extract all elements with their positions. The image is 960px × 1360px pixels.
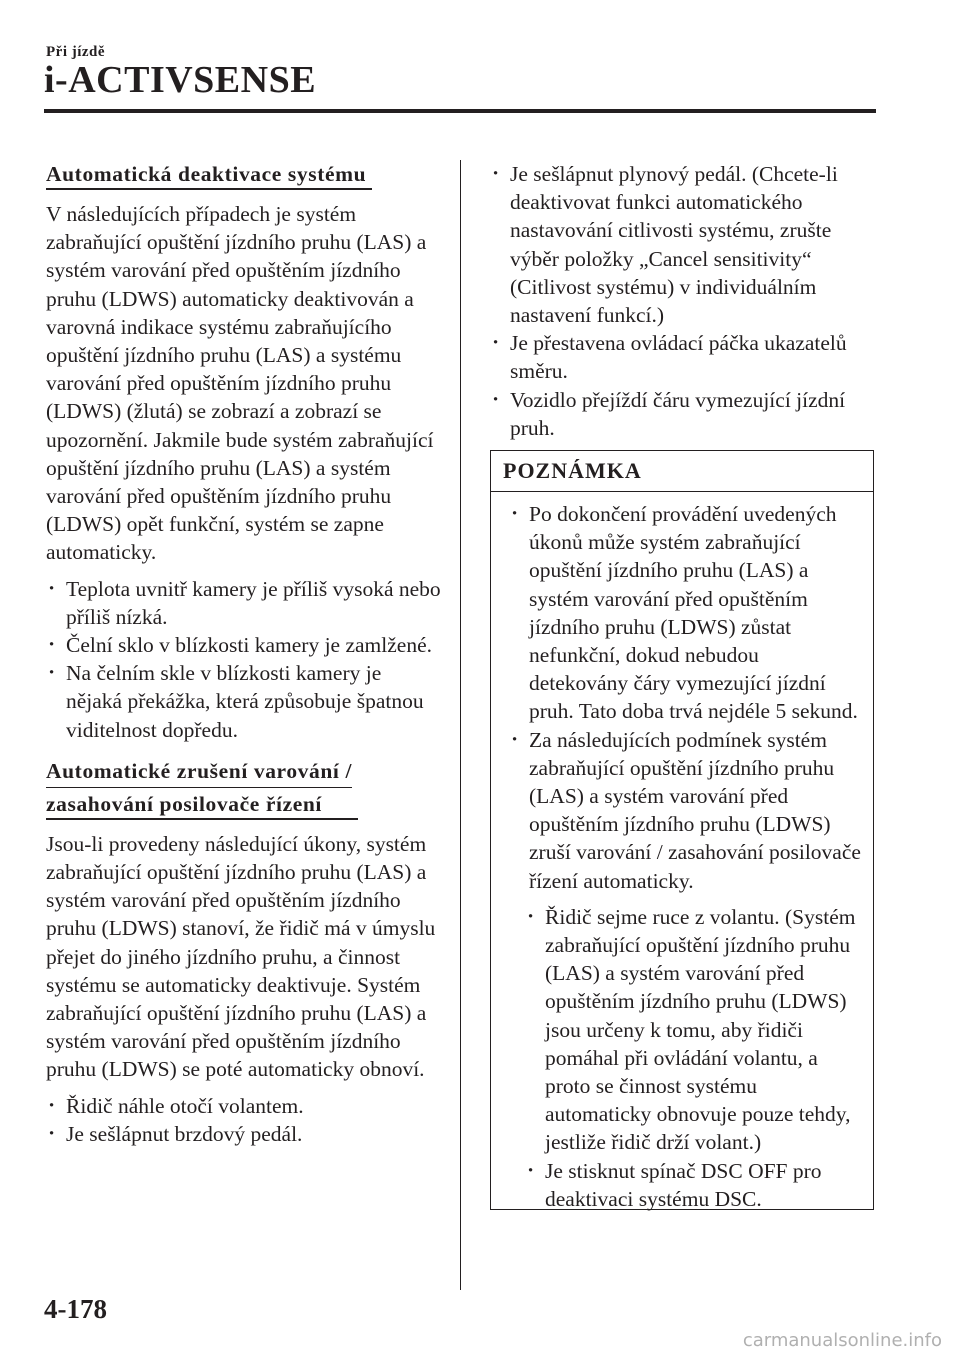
column-divider — [460, 160, 461, 1290]
section-heading-line: Automatické zrušení varování / — [46, 758, 352, 788]
list-item: · Je sešlápnut plynový pedál. (Chcete-li deaktivovat funkci automatického nastavování citlivosti systému, zrušte výběr položky „Cancel sensitivity“ (Citlivost systému) v individuálním nastavení funkcí.) — [490, 160, 876, 329]
list-item: · Po dokončení provádění uvedených úkonů může systém zabraňující opuštění jízdního pruhu (LAS) a systém varování před opuštěním jízdního pruhu (LDWS) zůstat nefunkční, dokud nebudou detekovány čáry vymezující jízdní pruh. Tato doba trvá nejdéle 5 sekund. — [509, 500, 863, 726]
page-number: 4-178 — [44, 1294, 107, 1324]
list-item: · Řidič náhle otočí volantem. — [46, 1092, 441, 1120]
list-item: · Teplota uvnitř kamery je příliš vysoká nebo příliš nízká. — [46, 575, 441, 631]
section-heading-text: Automatická deaktivace systému — [46, 162, 367, 186]
left-column — [46, 160, 441, 1148]
bullet-list-deactivation-conditions — [46, 575, 441, 744]
paragraph-automatic-cancel: Jsou-li provedeny následující úkony, systém zabraňující opuštění jízdního pruhu (LAS) a systém varování před opuštěním jízdního pruhu (LDWS) stanoví, že řidič má v úmyslu přejet do jiného jízdního pruhu, a činnost systému se automaticky deaktivuje. Systém zabraňující opuštění jízdního pruhu (LAS) a systém varování před opuštěním jízdního pruhu (LDWS) se poté automaticky obnoví. — [46, 831, 436, 1082]
list-item: · Čelní sklo v blízkosti kamery je zamlžené. — [46, 631, 441, 659]
list-item: · Na čelním skle v blízkosti kamery je nějaká překážka, která způsobuje špatnou viditelnost dopředu. — [46, 659, 441, 744]
list-item: · Řidič sejme ruce z volantu. (Systém zabraňující opuštění jízdního pruhu (LAS) a systém varování před opuštěním jízdního pruhu (LDWS) jsou určeny k tomu, aby řidiči pomáhal při ovládání volantu, a proto se činnost systému automaticky obnovuje pouze tehdy, jestliže řidič drží volant.) — [525, 903, 863, 1157]
running-head: Při jízdě — [46, 44, 106, 60]
chapter-title: i-ACTIVSENSE — [44, 59, 317, 101]
paragraph-automatic-deactivation: V následujících případech je systém zabraňující opuštění jízdního pruhu (LAS) a systém varování před opuštěním jízdního pruhu (LDWS) automaticky deaktivován a varovná indikace systému zabraňujícího opuštění jízdního pruhu (LAS) a systému varování před opuštěním jízdního pruhu (LDWS) (žlutá) se zobrazí a zobrazí se upozornění. Jakmile bude systém zabraňující opuštění jízdního pruhu (LAS) a systém varování před opuštěním jízdního pruhu (LDWS) opět funkční, systém se zapne automaticky. — [46, 202, 434, 565]
watermark: carmanualsonline.info — [742, 1330, 942, 1351]
note-bullet-list — [509, 500, 863, 895]
note-box — [490, 450, 874, 1210]
note-sub-bullet-list — [525, 903, 863, 1213]
note-title: POZNÁMKA — [491, 451, 873, 492]
bullet-list-cancel-conditions-continued — [490, 160, 876, 442]
section-heading-automatic-cancel — [46, 758, 358, 820]
header-rule — [44, 109, 876, 113]
list-item: · Za následujících podmínek systém zabraňující opuštění jízdního pruhu (LAS) a systém varování před opuštěním jízdního pruhu (LDWS) zruší varování / zasahování posilovače řízení automaticky. — [509, 726, 863, 895]
list-item: · Je stisknut spínač DSC OFF pro deaktivaci systému DSC. — [525, 1157, 863, 1213]
section-heading-automatic-deactivation — [46, 161, 372, 190]
list-item: · Je přestavena ovládací páčka ukazatelů směru. — [490, 329, 876, 385]
bullet-list-cancel-conditions — [46, 1092, 441, 1148]
right-column — [490, 160, 876, 442]
section-heading-line: zasahování posilovače řízení — [46, 791, 322, 816]
list-item: · Je sešlápnut brzdový pedál. — [46, 1120, 441, 1148]
note-body — [491, 492, 873, 1213]
list-item: · Vozidlo přejíždí čáru vymezující jízdní pruh. — [490, 386, 876, 442]
